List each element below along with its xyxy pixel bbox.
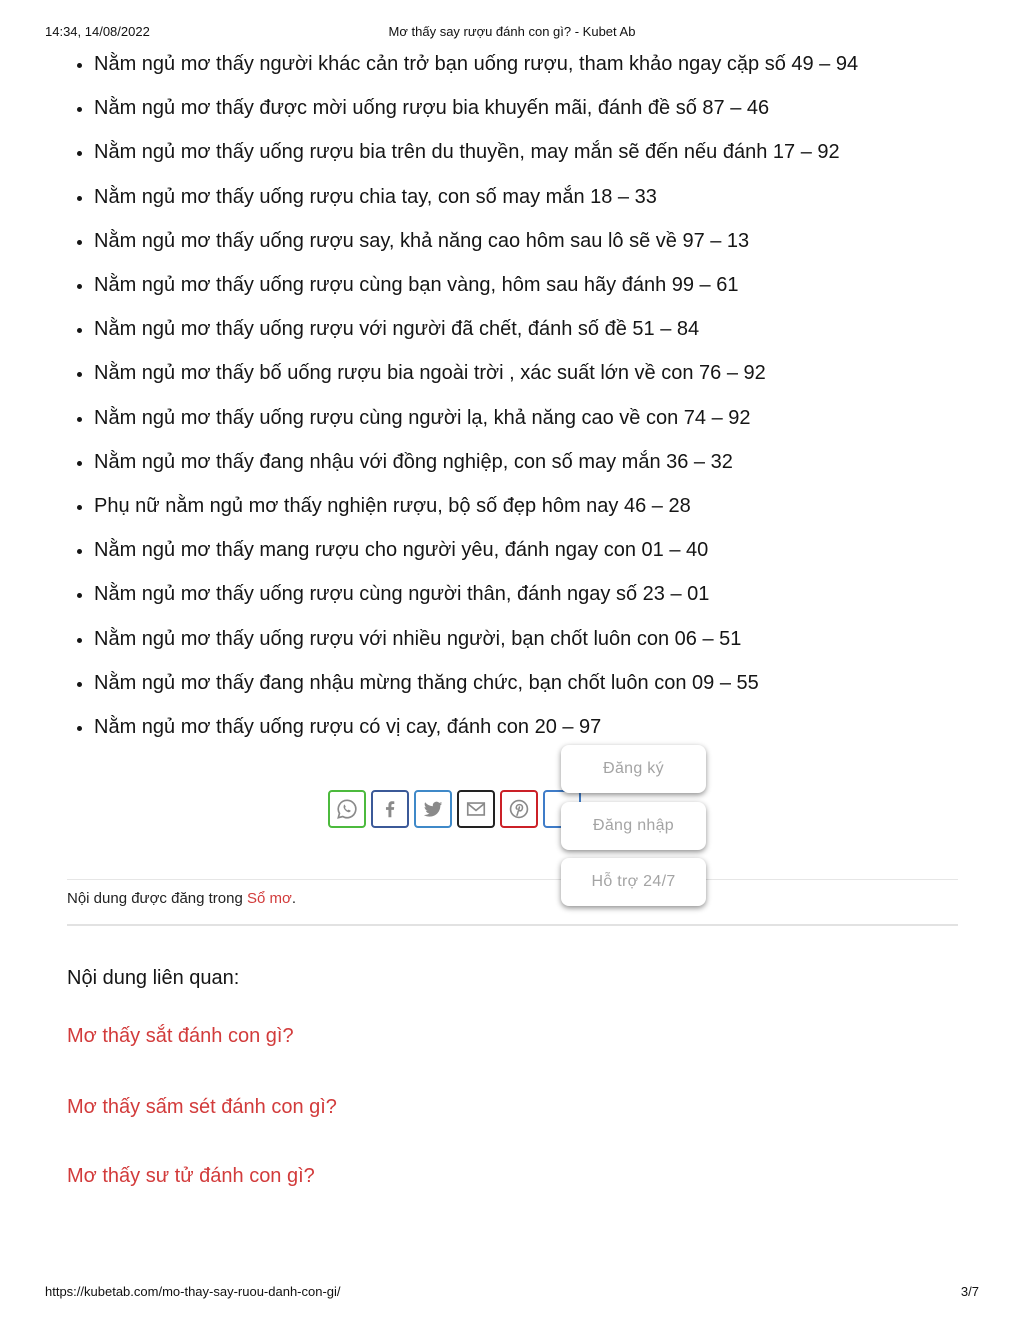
divider — [67, 879, 958, 880]
list-item: • Nằm ngủ mơ thấy uống rượu cùng người thân, đánh ngay số 23 – 01 — [94, 572, 974, 616]
posted-in-label: Nội dung được đăng trong — [67, 890, 247, 907]
share-buttons — [328, 790, 581, 832]
related-link[interactable]: Mơ thấy sư tử đánh con gì? — [67, 1165, 315, 1187]
divider — [67, 924, 958, 926]
related-link[interactable]: Mơ thấy sấm sét đánh con gì? — [67, 1096, 337, 1118]
list-item: • Nằm ngủ mơ thấy uống rượu với người đã chết, đánh số đề 51 – 84 — [94, 307, 974, 351]
list-item: • Phụ nữ nằm ngủ mơ thấy nghiện rượu, bộ số đẹp hôm nay 46 – 28 — [94, 484, 974, 528]
share-pinterest-button[interactable] — [500, 790, 538, 828]
share-facebook-button[interactable] — [371, 790, 409, 828]
list-item: • Nằm ngủ mơ thấy uống rượu với nhiều người, bạn chốt luôn con 06 – 51 — [94, 617, 974, 661]
related-heading: Nội dung liên quan: — [67, 967, 240, 989]
register-button[interactable]: Đăng ký — [561, 745, 706, 793]
dream-number-list — [68, 42, 974, 749]
posted-in — [67, 890, 296, 907]
share-whatsapp-button[interactable] — [328, 790, 366, 828]
email-icon — [465, 798, 487, 820]
page-number: 3/7 — [960, 1284, 979, 1299]
related-link[interactable]: Mơ thấy sắt đánh con gì? — [67, 1025, 294, 1047]
posted-in-suffix: . — [291, 890, 297, 907]
category-link[interactable]: Sổ mơ — [247, 890, 292, 907]
facebook-icon — [379, 798, 401, 820]
list-item: • Nằm ngủ mơ thấy được mời uống rượu bia khuyến mãi, đánh đề số 87 – 46 — [94, 86, 974, 130]
pinterest-icon — [508, 798, 530, 820]
print-page-title: Mơ thấy say rượu đánh con gì? - Kubet Ab — [388, 24, 636, 39]
print-header — [45, 24, 979, 42]
list-item: • Nằm ngủ mơ thấy uống rượu cùng người lạ, khả năng cao về con 74 – 92 — [94, 396, 974, 440]
list-item: • Nằm ngủ mơ thấy uống rượu có vị cay, đánh con 20 – 97 — [94, 705, 974, 749]
list-item: • Nằm ngủ mơ thấy người khác cản trở bạn uống rượu, tham khảo ngay cặp số 49 – 94 — [94, 42, 974, 86]
list-item: • Nằm ngủ mơ thấy mang rượu cho người yêu, đánh ngay con 01 – 40 — [94, 528, 974, 572]
share-email-button[interactable] — [457, 790, 495, 828]
login-button[interactable]: Đăng nhập — [561, 802, 706, 850]
support-button[interactable]: Hỗ trợ 24/7 — [561, 858, 706, 906]
share-twitter-button[interactable] — [414, 790, 452, 828]
list-item: • Nằm ngủ mơ thấy uống rượu cùng bạn vàng, hôm sau hãy đánh 99 – 61 — [94, 263, 974, 307]
list-item: • Nằm ngủ mơ thấy uống rượu say, khả năng cao hôm sau lô sẽ về 97 – 13 — [94, 219, 974, 263]
page-url: https://kubetab.com/mo-thay-say-ruou-danh-con-gi/ — [45, 1284, 341, 1299]
list-item: • Nằm ngủ mơ thấy đang nhậu với đồng nghiệp, con số may mắn 36 – 32 — [94, 440, 974, 484]
print-datetime: 14:34, 14/08/2022 — [45, 24, 150, 39]
list-item: • Nằm ngủ mơ thấy bố uống rượu bia ngoài trời , xác suất lớn về con 76 – 92 — [94, 351, 974, 395]
list-item: • Nằm ngủ mơ thấy đang nhậu mừng thăng chức, bạn chốt luôn con 09 – 55 — [94, 661, 974, 705]
list-item: • Nằm ngủ mơ thấy uống rượu bia trên du thuyền, may mắn sẽ đến nếu đánh 17 – 92 — [94, 130, 974, 174]
whatsapp-icon — [336, 798, 358, 820]
twitter-icon — [422, 798, 444, 820]
list-item: • Nằm ngủ mơ thấy uống rượu chia tay, con số may mắn 18 – 33 — [94, 175, 974, 219]
print-footer — [45, 1284, 979, 1302]
